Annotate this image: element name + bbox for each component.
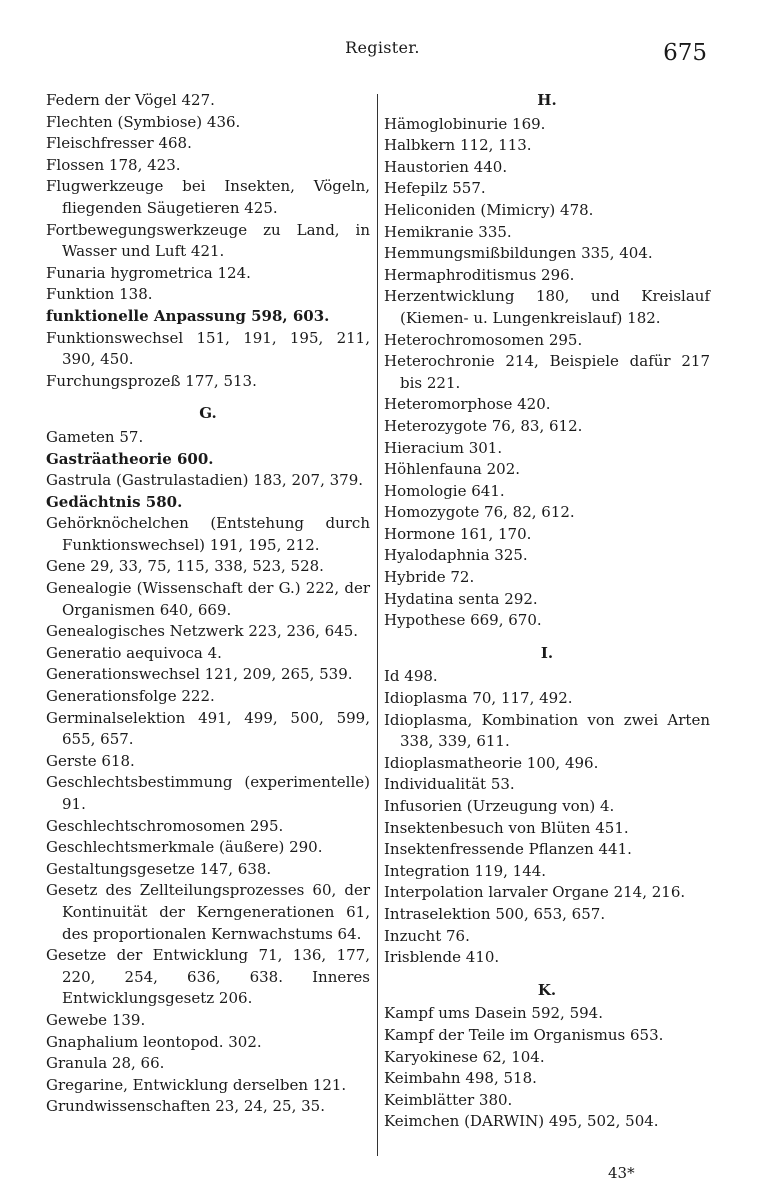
index-entry: Keimbahn 498, 518. bbox=[384, 1069, 537, 1088]
index-entry: Keimchen (DARWIN) 495, 502, 504. bbox=[384, 1112, 659, 1131]
index-entry: Insektenbesuch von Blüten 451. bbox=[384, 818, 629, 837]
index-entry: Hieracium 301. bbox=[384, 438, 503, 457]
index-entry: Gastrula (Gastrulastadien) 183, 207, 379. bbox=[46, 471, 364, 490]
index-entry: Herzentwicklung 180, und Kreislauf (Kiemen- u. Lungenkreislauf) 182. bbox=[384, 287, 710, 327]
index-entry: Hyalodaphnia 325. bbox=[384, 546, 528, 565]
index-entry: Kampf ums Dasein 592, 594. bbox=[384, 1004, 603, 1023]
index-entry: Integration 119, 144. bbox=[384, 861, 547, 880]
index-entry: Haustorien 440. bbox=[384, 157, 508, 176]
index-entry: Homozygote 76, 82, 612. bbox=[384, 503, 575, 522]
index-entry: Gestaltungsgesetze 147, 638. bbox=[46, 859, 272, 878]
index-entry: Geschlechtschromosomen 295. bbox=[46, 816, 284, 835]
index-entry: Gesetze der Entwicklung 71, 136, 177, 220, 254, 636, 638. Inneres Entwicklungsgesetz 206. bbox=[46, 946, 370, 1008]
index-entry: Individualität 53. bbox=[384, 775, 515, 794]
index-entry: Flugwerkzeuge bei Insekten, Vögeln, fliegenden Säugetieren 425. bbox=[46, 177, 370, 217]
index-entry: Funktionswechsel 151, 191, 195, 211, 390, 450. bbox=[46, 328, 370, 369]
index-column-right bbox=[384, 90, 710, 1133]
index-entry: Gasträatheorie 600. bbox=[46, 449, 214, 468]
index-entry: Gerste 618. bbox=[46, 751, 135, 770]
index-entry: Hybride 72. bbox=[384, 568, 475, 587]
index-entry: Grundwissenschaften 23, 24, 25, 35. bbox=[46, 1097, 325, 1116]
index-entry: Heteromorphose 420. bbox=[384, 395, 551, 414]
index-entry: Generationswechsel 121, 209, 265, 539. bbox=[46, 665, 353, 684]
index-entry: Hämoglobinurie 169. bbox=[384, 114, 546, 133]
letter-heading: H. bbox=[537, 91, 557, 109]
index-entry: Gedächtnis 580. bbox=[46, 492, 183, 511]
letter-heading: G. bbox=[199, 404, 217, 423]
index-entry: Fleischfresser 468. bbox=[46, 134, 192, 153]
index-entry: Gehörknöchelchen (Entstehung durch Funktionswechsel) 191, 195, 212. bbox=[46, 514, 370, 554]
page-number: 675 bbox=[663, 40, 707, 66]
index-entry: Heterozygote 76, 83, 612. bbox=[384, 416, 583, 435]
index-entry: Irisblende 410. bbox=[384, 948, 500, 967]
index-entry: Heliconiden (Mimicry) 478. bbox=[384, 200, 594, 219]
index-entry: Hermaphroditismus 296. bbox=[384, 265, 575, 284]
index-entry: Funaria hygrometrica 124. bbox=[46, 263, 251, 282]
index-entry: Gesetz des Zellteilungsprozesses 60, der Kontinuität der Kerngenerationen 61, des proportionalen Kernwachstums 64. bbox=[46, 881, 370, 943]
index-entry: Generatio aequivoca 4. bbox=[46, 643, 222, 662]
index-entry: Gregarine, Entwicklung derselben 121. bbox=[46, 1075, 347, 1094]
index-entry: Inzucht 76. bbox=[384, 926, 470, 945]
index-entry: Geschlechtsmerkmale (äußere) 290. bbox=[46, 838, 323, 857]
index-entry: Germinalselektion 491, 499, 500, 599, 655, 657. bbox=[46, 708, 370, 749]
index-entry: Granula 28, 66. bbox=[46, 1054, 165, 1073]
index-entry: Hydatina senta 292. bbox=[384, 589, 538, 608]
index-entry: Gene 29, 33, 75, 115, 338, 523, 528. bbox=[46, 557, 324, 576]
index-entry: Intraselektion 500, 653, 657. bbox=[384, 904, 606, 923]
index-entry: Gnaphalium leontopod. 302. bbox=[46, 1032, 262, 1051]
index-entry: Genealogisches Netzwerk 223, 236, 645. bbox=[46, 622, 359, 641]
index-entry: Infusorien (Urzeugung von) 4. bbox=[384, 797, 615, 815]
index-entry: Heterochromosomen 295. bbox=[384, 330, 583, 349]
letter-heading: I. bbox=[540, 643, 554, 662]
index-entry: Id 498. bbox=[384, 667, 438, 686]
letter-heading: K. bbox=[537, 980, 557, 999]
index-column-left bbox=[46, 90, 370, 1118]
index-entry: Idioplasmatheorie 100, 496. bbox=[384, 753, 599, 772]
index-entry: Flechten (Symbiose) 436. bbox=[46, 112, 241, 131]
index-entry: Höhlenfauna 202. bbox=[384, 460, 521, 479]
index-entry: Halbkern 112, 113. bbox=[384, 136, 532, 155]
index-entry: Hefepilz 557. bbox=[384, 179, 486, 198]
index-entry: Funktion 138. bbox=[46, 285, 153, 304]
index-entry: Furchungsprozeß 177, 513. bbox=[46, 371, 257, 390]
sheet-signature: 43* bbox=[608, 1164, 635, 1182]
index-entry: Hemmungsmißbildungen 335, 404. bbox=[384, 244, 653, 263]
index-entry: Keimblätter 380. bbox=[384, 1090, 513, 1109]
index-entry: funktionelle Anpassung 598, 603. bbox=[46, 306, 330, 325]
index-entry: Genealogie (Wissenschaft der G.) 222, der Organismen 640, 669. bbox=[46, 579, 370, 619]
index-entry: Gameten 57. bbox=[46, 427, 144, 446]
index-entry: Idioplasma, Kombination von zwei Arten 338, 339, 611. bbox=[384, 710, 710, 751]
index-entry: Gewebe 139. bbox=[46, 1010, 146, 1029]
index-entry: Hormone 161, 170. bbox=[384, 524, 532, 543]
index-entry: Hemikranie 335. bbox=[384, 222, 512, 241]
index-entry: Homologie 641. bbox=[384, 481, 505, 500]
running-head: Register. bbox=[345, 38, 420, 57]
index-entry: Interpolation larvaler Organe 214, 216. bbox=[384, 883, 686, 902]
index-entry: Kampf der Teile im Organismus 653. bbox=[384, 1025, 664, 1044]
index-entry: Flossen 178, 423. bbox=[46, 155, 181, 174]
index-entry: Federn der Vögel 427. bbox=[46, 91, 215, 109]
index-entry: Karyokinese 62, 104. bbox=[384, 1047, 545, 1066]
index-entry: Fortbewegungswerkzeuge zu Land, in Wasser und Luft 421. bbox=[46, 220, 370, 261]
index-entry: Heterochronie 214, Beispiele dafür 217 bis 221. bbox=[384, 352, 710, 392]
index-entry: Insektenfressende Pflanzen 441. bbox=[384, 840, 632, 859]
index-entry: Generationsfolge 222. bbox=[46, 687, 215, 706]
column-divider bbox=[377, 94, 378, 1156]
index-entry: Geschlechtsbestimmung (experimentelle) 91. bbox=[46, 773, 370, 813]
index-entry: Hypothese 669, 670. bbox=[384, 611, 542, 630]
index-entry: Idioplasma 70, 117, 492. bbox=[384, 689, 573, 708]
